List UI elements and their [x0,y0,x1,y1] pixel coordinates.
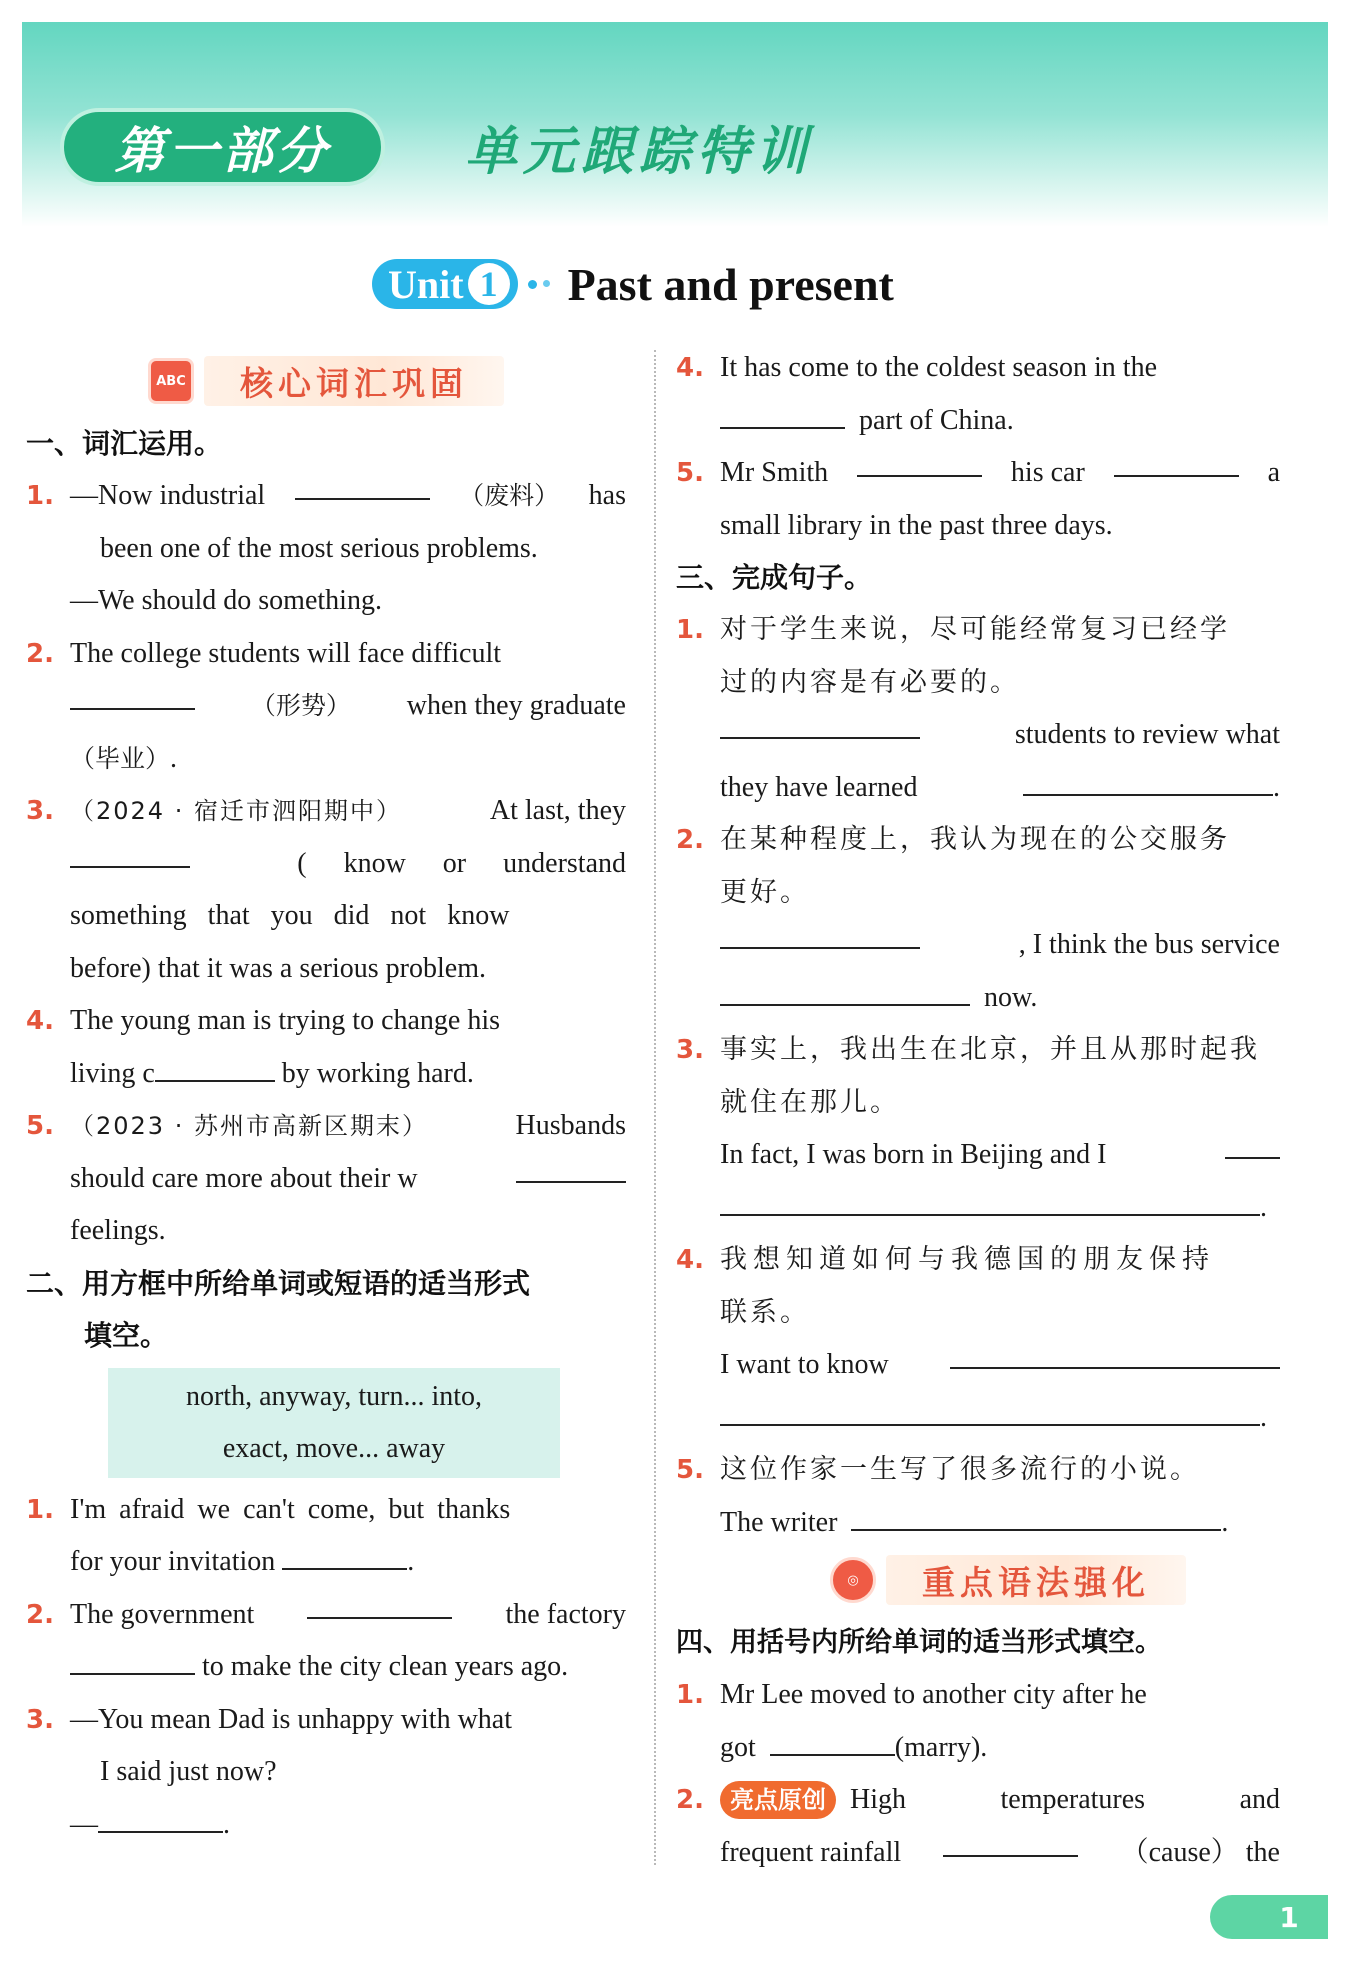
question-3-5: 5. 这位作家一生写了很多流行的小说。 The writer . [676,1454,1229,1538]
unit-badge [372,259,518,309]
question-2-3: 3. —You mean Dad is unhappy with what I said just now? — . [26,1703,513,1840]
section-heading-2-cont: 填空。 [84,1318,169,1352]
page-number: 1 [1210,1895,1328,1939]
answer-blank[interactable] [720,709,920,739]
section-title: 单元跟踪特训 [465,121,814,182]
question-3-1: 1. 对于学生来说，尽可能经常复习已经学 过的内容是有必要的。 students to review what they have learned . [676,614,1280,803]
grammar-banner [736,1549,1280,1611]
answer-blank[interactable] [98,1803,223,1833]
question-1-5: 5. （2023 · 苏州市高新区期末） Husbands should care more about their w feelings. [26,1110,626,1246]
section-heading-1: 一、词汇运用。 [26,427,223,460]
section-heading-4: 四、用括号内所给单词的适当形式填空。 [676,1627,1162,1658]
abc-icon: ABC [148,358,194,404]
question-4-2: 2. 亮点原创 High temperatures and frequent rainfall （cause） the [676,1774,1280,1879]
question-3-2: 2. 在某种程度上，我认为现在的公交服务 更好。 , I think the bus service now. [676,824,1280,1013]
answer-blank[interactable] [720,1396,1260,1426]
question-4-1: 1. Mr Lee moved to another city after he got (marry). [676,1679,1147,1763]
unit-badge-label: Unit [388,261,464,307]
unit-heading [372,254,894,314]
vocab-banner-label: 核心词汇巩固 [204,356,504,406]
target-icon: ◎ [830,1557,876,1603]
word-box: north, anyway, turn... into, exact, move... away [108,1368,560,1478]
answer-blank[interactable] [950,1339,1280,1369]
answer-blank[interactable] [720,976,970,1006]
unit-title: Past and present [567,258,894,310]
question-2-1: 1. I'm afraid we can't come, but thanks for your invitation . [26,1493,511,1577]
left-column [26,350,626,1851]
answer-blank[interactable] [1114,447,1239,477]
answer-blank[interactable] [307,1589,452,1619]
question-2-2: 2. The government the factory to make the city clean years ago. [26,1589,626,1694]
answer-blank[interactable] [295,470,430,500]
answer-blank[interactable] [516,1153,626,1183]
column-divider [654,350,656,1865]
section-heading-2: 二、用方框中所给单词或短语的适当形式 [26,1266,531,1300]
unit-number: 1 [468,263,510,305]
question-1-5-right: 5. Mr Smith his car a small library in the past three days. [676,447,1280,552]
answer-blank[interactable] [70,838,190,868]
question-3-3: 3. 事实上，我出生在北京，并且从那时起我 就住在那儿。 In fact, I was born in Beijing and I . [676,1024,1280,1234]
question-1-2: 2. The college students will face difficult （形势） when they graduate （毕业）. [26,637,626,774]
answer-blank[interactable] [155,1052,275,1082]
question-3-4: 4. 我想知道如何与我德国的朋友保持 联系。 I want to know . [676,1234,1280,1444]
answer-blank[interactable] [851,1501,1221,1531]
question-1-4-right: 4. It has come to the coldest season in the part of China. [676,352,1157,436]
answer-blank[interactable] [943,1827,1078,1857]
answer-blank[interactable] [857,447,982,477]
answer-blank[interactable] [282,1540,407,1570]
answer-blank[interactable] [70,680,195,710]
vocab-banner [26,350,626,412]
section-heading-3: 三、完成句子。 [676,561,873,594]
answer-blank[interactable] [1023,766,1273,796]
answer-blank[interactable] [70,1645,195,1675]
question-1-4: 4. The young man is trying to change his living c by working hard. [26,1005,501,1089]
answer-blank[interactable] [770,1726,895,1756]
answer-blank[interactable] [720,1186,1260,1216]
answer-blank[interactable] [720,399,845,429]
dots-icon [528,280,550,289]
answer-blank[interactable] [1225,1129,1280,1159]
question-1-1: 1. —Now industrial （废料） has been one of the most serious problems. —We should do something. [26,470,626,628]
question-1-3: 3. （2024 · 宿迁市泗阳期中） At last, they ( know or understand something that you did not know before) that it was a serious problem. [26,795,626,984]
original-highlight-badge: 亮点原创 [720,1781,836,1819]
part-label: 第一部分 [60,108,385,186]
right-column [676,342,1280,1879]
answer-blank[interactable] [720,919,920,949]
grammar-banner-label: 重点语法强化 [886,1555,1186,1605]
